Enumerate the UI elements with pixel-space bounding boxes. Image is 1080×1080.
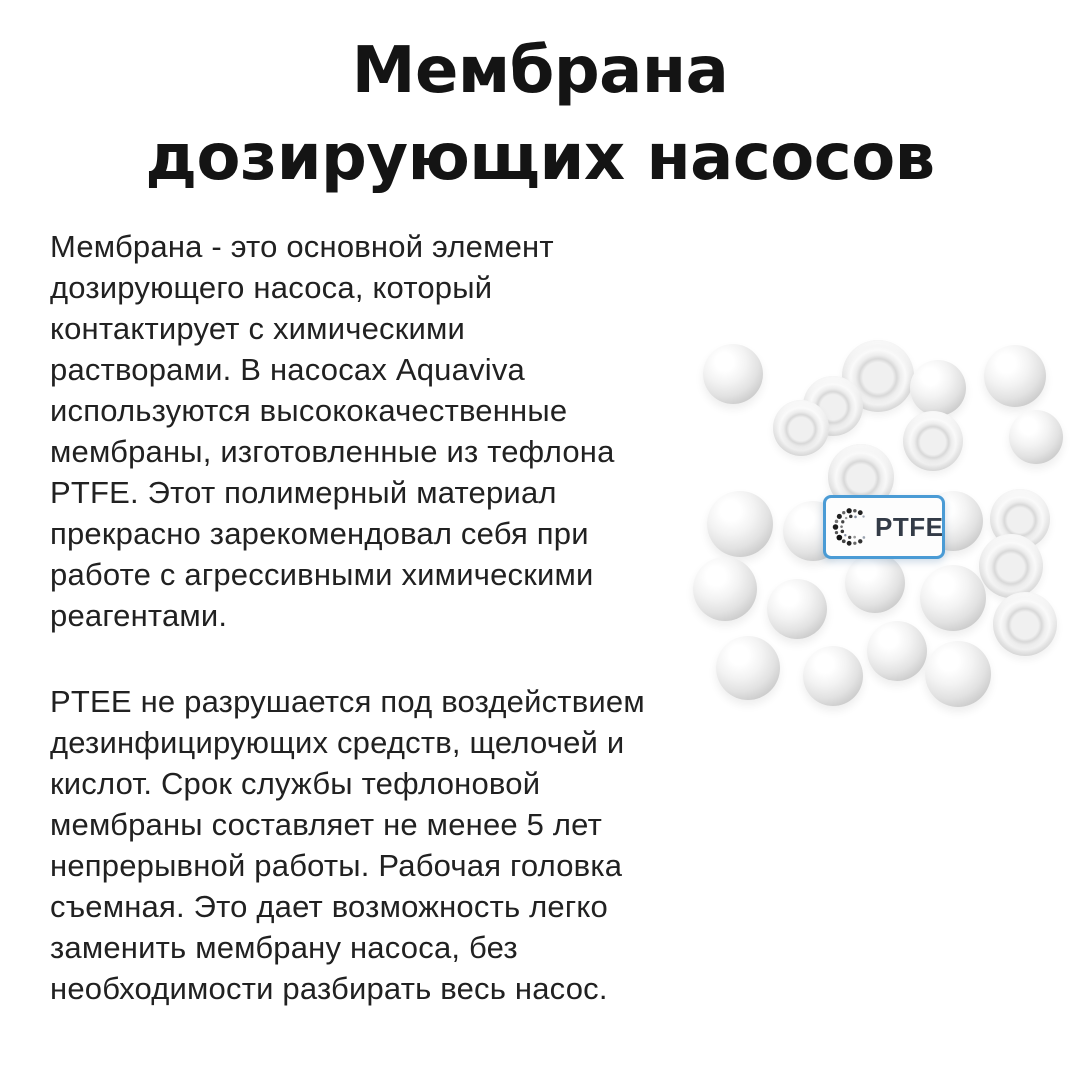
membrane-disc — [767, 579, 827, 639]
title-line-2: дозирующих насосов — [145, 121, 935, 195]
page-title — [0, 28, 1080, 202]
membrane-image — [690, 332, 1080, 724]
membrane-disc — [925, 641, 991, 707]
text-line: работе с агрессивными химическими — [50, 557, 594, 592]
text-line: PTEE не разрушается под воздействием — [50, 684, 645, 719]
title-line-1: Мембрана — [351, 34, 729, 108]
text-line: дозирующего насоса, который — [50, 270, 493, 305]
membrane-disc — [903, 411, 963, 471]
membrane-disc — [803, 646, 863, 706]
paragraph-intro — [50, 226, 740, 636]
paragraph-durability — [50, 681, 740, 1009]
text-line: заменить мембрану насоса, без — [50, 930, 518, 965]
text-line: необходимости разбирать весь насос. — [50, 971, 608, 1006]
membrane-disc — [773, 400, 829, 456]
membrane-disc — [979, 534, 1043, 598]
text-line: Мембрана - это основной элемент — [50, 229, 554, 264]
text-line: реагентами. — [50, 598, 228, 633]
membrane-disc — [845, 553, 905, 613]
membrane-disc — [984, 345, 1046, 407]
text-line: мембраны, изготовленные из тефлона — [50, 434, 615, 469]
text-line: кислот. Срок службы тефлоновой — [50, 766, 541, 801]
membrane-disc — [867, 621, 927, 681]
ptfe-logo-dotted-c-icon — [830, 505, 874, 549]
text-line: контактирует с химическими — [50, 311, 466, 346]
text-line: мембраны составляет не менее 5 лет — [50, 807, 602, 842]
membrane-disc — [1009, 410, 1063, 464]
text-line: растворами. В насосах Aquaviva — [50, 352, 525, 387]
membrane-disc — [910, 360, 966, 416]
text-line: съемная. Это дает возможность легко — [50, 889, 608, 924]
text-line: непрерывной работы. Рабочая головка — [50, 848, 623, 883]
ptfe-label — [823, 495, 945, 559]
text-line: используются высококачественные — [50, 393, 568, 428]
text-line: дезинфицирующих средств, щелочей и — [50, 725, 625, 760]
membrane-disc — [920, 565, 986, 631]
text-line: PTFE. Этот полимерный материал — [50, 475, 557, 510]
ptfe-label-text: PTFE — [875, 511, 944, 542]
membrane-disc — [993, 592, 1057, 656]
text-line: прекрасно зарекомендовал себя при — [50, 516, 589, 551]
